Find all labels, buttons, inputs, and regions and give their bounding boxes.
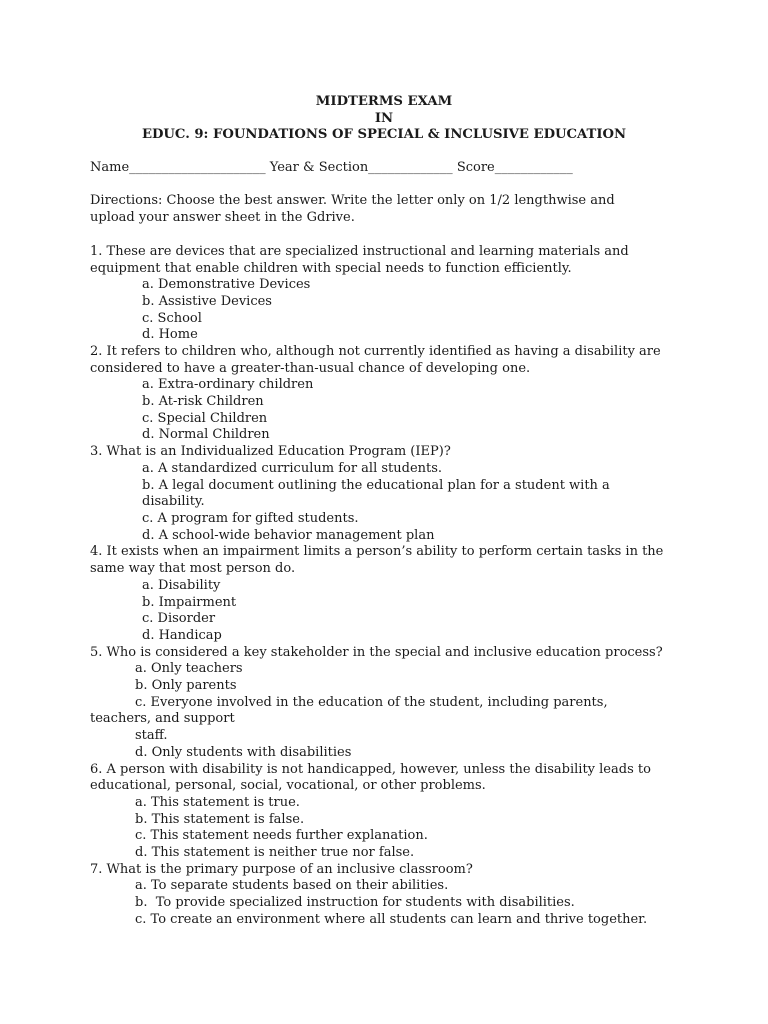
question-3-choice-b: b. A legal document outlining the educational plan for a student with a [142,478,610,493]
question-5-choice-c-cont: teachers, and support [90,711,235,726]
exam-title-connector: IN [374,111,394,126]
exam-title: MIDTERMS EXAM [315,94,453,109]
question-6-choice-b: b. This statement is false. [135,812,305,827]
question-7-choice-c: c. To create an environment where all students can learn and thrive together. [135,912,648,927]
course-title: EDUC. 9: FOUNDATIONS OF SPECIAL & INCLUSIVE EDUCATION [141,127,627,142]
question-3-choice-d: d. A school-wide behavior management plan [142,528,435,543]
question-3-text: 3. What is an Individualized Education Program (IEP)? [90,444,451,459]
question-5-choice-c-end: staff. [135,728,168,743]
question-3-choice-a: a. A standardized curriculum for all students. [142,461,443,476]
question-1-choice-c: c. School [142,311,202,326]
question-6-choice-d: d. This statement is neither true nor false. [135,845,415,860]
question-4-choice-c: c. Disorder [142,611,216,626]
question-5-text: 5. Who is considered a key stakeholder in the special and inclusive education process? [90,645,663,660]
question-4-text-cont: same way that most person do. [90,561,296,576]
question-4-choice-a: a. Disability [142,578,221,593]
question-5-choice-b: b. Only parents [135,678,237,693]
question-1-choice-d: d. Home [142,327,198,342]
question-1-text-cont: equipment that enable children with special needs to function efficiently. [90,261,572,276]
question-4-text: 4. It exists when an impairment limits a person’s ability to perform certain tasks in the [90,544,664,559]
question-5-choice-a: a. Only teachers [135,661,243,676]
question-2-choice-c: c. Special Children [142,411,268,426]
question-1-text: 1. These are devices that are specialized instructional and learning materials and [90,244,629,259]
question-3-choice-c: c. A program for gifted students. [142,511,359,526]
question-5-choice-c: c. Everyone involved in the education of the student, including parents, [135,695,608,710]
question-7-choice-b: b. To provide specialized instruction for students with disabilities. [135,895,575,910]
question-6-choice-c: c. This statement needs further explanation. [135,828,428,843]
question-6-choice-a: a. This statement is true. [135,795,300,810]
question-2-choice-b: b. At-risk Children [142,394,264,409]
student-info-line: Name_____________________ Year & Section_____________ Score____________ [90,160,573,175]
directions-line-2: upload your answer sheet in the Gdrive. [90,210,355,225]
question-1-choice-a: a. Demonstrative Devices [142,277,311,292]
question-3-choice-b-cont: disability. [142,494,205,509]
question-4-choice-d: d. Handicap [142,628,222,643]
question-6-text-cont: educational, personal, social, vocational, or other problems. [90,778,486,793]
directions-line-1: Directions: Choose the best answer. Write the letter only on 1/2 lengthwise and [90,193,615,208]
question-2-choice-a: a. Extra-ordinary children [142,377,314,392]
question-6-text: 6. A person with disability is not handicapped, however, unless the disability leads to [90,762,651,777]
question-7-choice-a: a. To separate students based on their abilities. [135,878,449,893]
question-5-choice-d: d. Only students with disabilities [135,745,352,760]
question-2-text-cont: considered to have a greater-than-usual chance of developing one. [90,361,531,376]
question-2-text: 2. It refers to children who, although not currently identified as having a disability are [90,344,661,359]
question-7-text: 7. What is the primary purpose of an inclusive classroom? [90,862,473,877]
question-4-choice-b: b. Impairment [142,595,237,610]
question-2-choice-d: d. Normal Children [142,427,270,442]
question-1-choice-b: b. Assistive Devices [142,294,272,309]
